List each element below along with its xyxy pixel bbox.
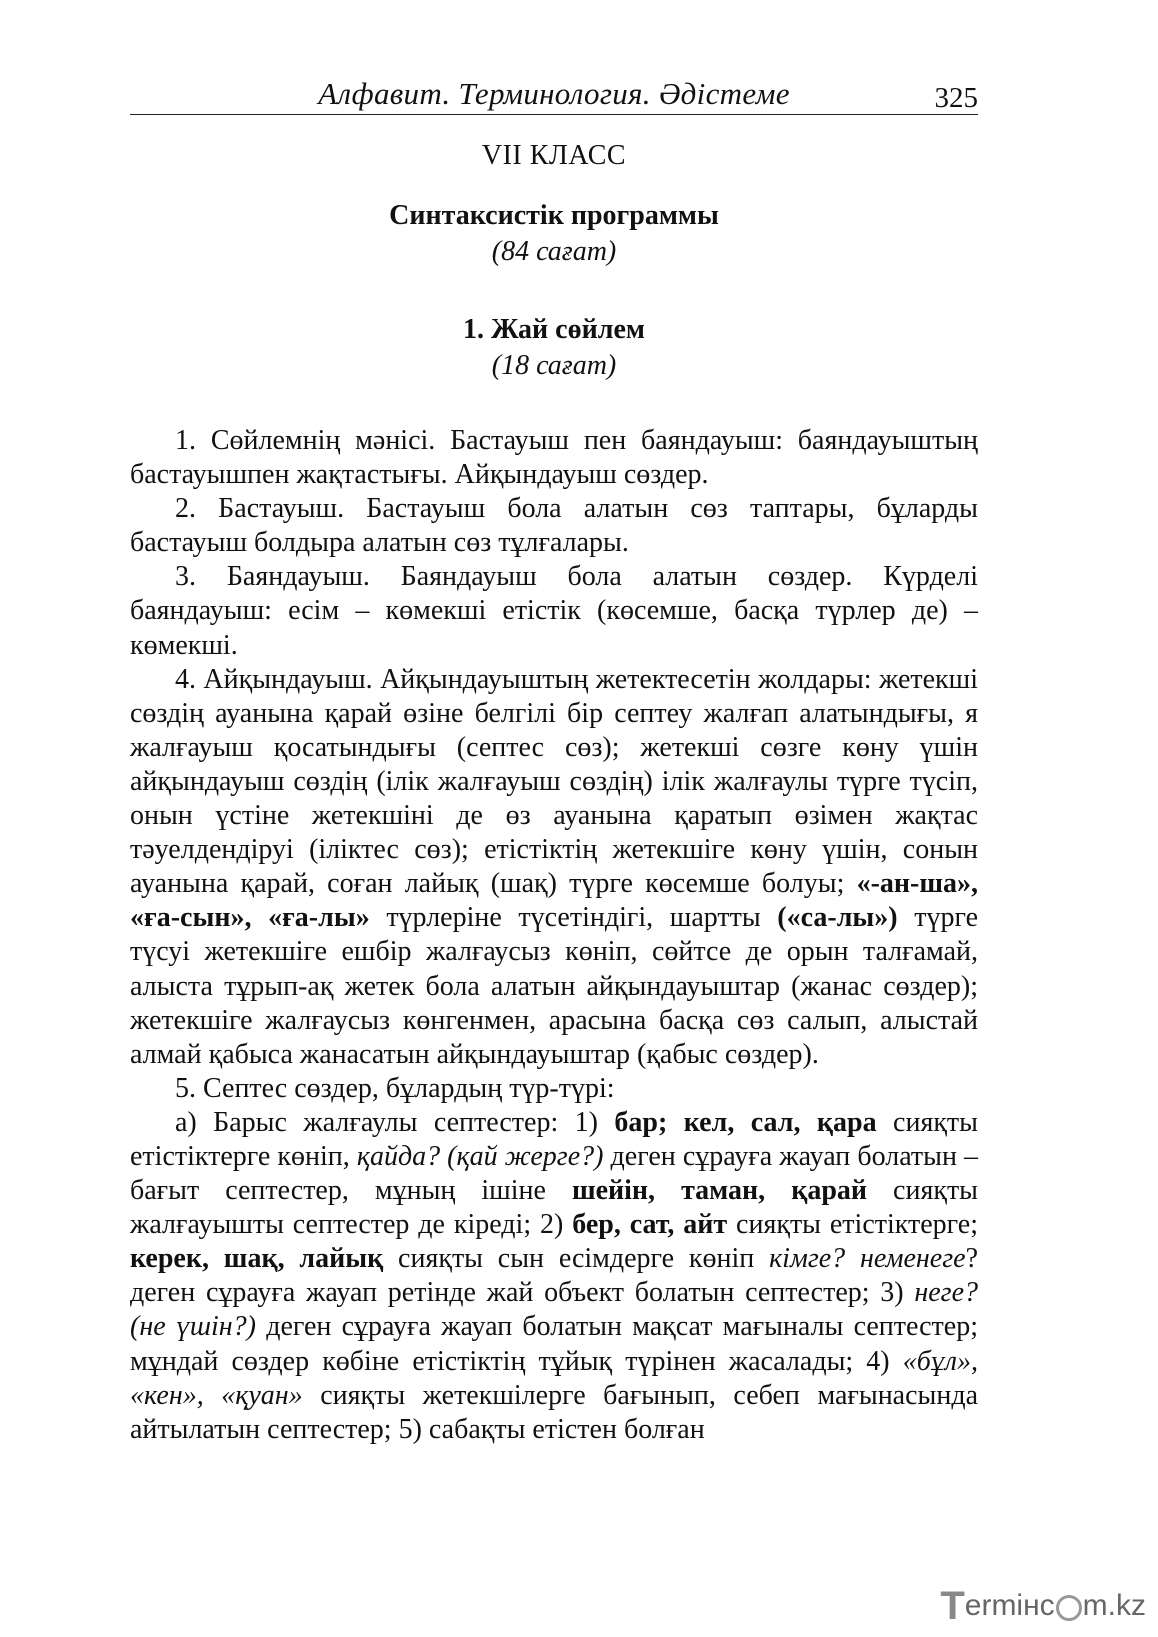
subsection-hours: (18 сағат)	[491, 350, 617, 381]
section-heading	[130, 200, 978, 268]
paragraph-5: 5. Септес сөздер, бұлардың түр-түрі:	[175, 1072, 615, 1104]
paragraph-4: 4. Айқындауыш. Айқындауыштың жетектесетін жолдары: жетекші сөздің ауанына қарай өзіне белгілі бір септеу жалғап алатындығы, я жалғауыш қосатындығы (септес сөз); жетекші сөзге көну үшін айқындауыш сөздің (ілік жалғауыш сөздің) ілік жалғаулы түрге түсіп, онын үстіне жетекшіні де өз ауанына қаратып өзімен жақтас тәуелдендіруі (іліктес сөз); етістіктің жетекшіге көну үшін, сонын ауанына қарай, соған лайық (шақ) түрге көсемше болуы; «-ан-ша», «ға-сын», «ға-лы» түрлеріне түсетіндігі, шартты («са-лы») түрге түсуі жетекшіге ешбір жалғаусыз көніп, сөйтсе де орын талғамай, алыста тұрып-ақ жетек бола алатын айқындауыштар (жанас сөздер); жетекшіге жалғаусыз көнгенмен, арасына басқа сөз салып, алыстай алмай қабыса жанасатын айқындауыштар (қабыс сөздер).	[130, 663, 978, 1070]
running-header	[130, 70, 978, 115]
paragraph-2: 2. Бастауыш. Бастауыш бола алатын сөз таптары, бұларды бастауыш болдыра алатын сөз тұлғалары.	[130, 493, 978, 559]
termincom-logo: T ermінc m.kz	[940, 1583, 1146, 1628]
subsection-heading	[130, 314, 978, 382]
page-number: 325	[934, 82, 978, 114]
body-text	[130, 424, 978, 1447]
paragraph-1: 1. Сөйлемнің мәнісі. Бастауыш пен баяндауыш: баяндауыштың бастауышпен жақтастығы. Айқындауыш сөздер.	[130, 425, 978, 491]
running-header-title: Алфавит. Терминология. Әдістеме	[318, 76, 790, 111]
paragraph-6: а) Барыс жалғаулы септестер: 1) бар; кел, сал, қара сияқты етістіктерге көніп, қайда? (қай жерге?) деген сұрауға жауап болатын – бағыт септестер, мұның ішіне шейін, таман, қарай сияқты жалғауышты септестер де кіреді; 2) бер, сат, айт сияқты етістіктерге; керек, шақ, лайық сияқты сын есімдерге көніп кімге? неменеге? деген сұрауға жауап ретінде жай объект болатын септестер; 3) неге? (не үшін?) деген сұрауға жауап болатын мақсат мағыналы септестер; мұндай сөздер көбіне етістіктің тұйық түрінен жасалады; 4) «бұл», «кен», «қуан» сияқты жетекшілерге бағынып, себеп мағынасында айтылатын септестер; 5) сабақты етістен болған	[130, 1106, 979, 1445]
section-hours: (84 сағат)	[491, 236, 617, 267]
section-title: Синтаксистік программы	[389, 200, 719, 231]
paragraph-3: 3. Баяндауыш. Баяндауыш бола алатын сөздер. Күрделі баяндауыш: есім – көмекші етістік (көсемше, басқа түрлер де) – көмекші.	[130, 561, 978, 661]
circle-icon	[1056, 1595, 1082, 1621]
class-heading: VII КЛАСС	[481, 140, 627, 171]
subsection-title: 1. Жай сөйлем	[463, 314, 645, 345]
